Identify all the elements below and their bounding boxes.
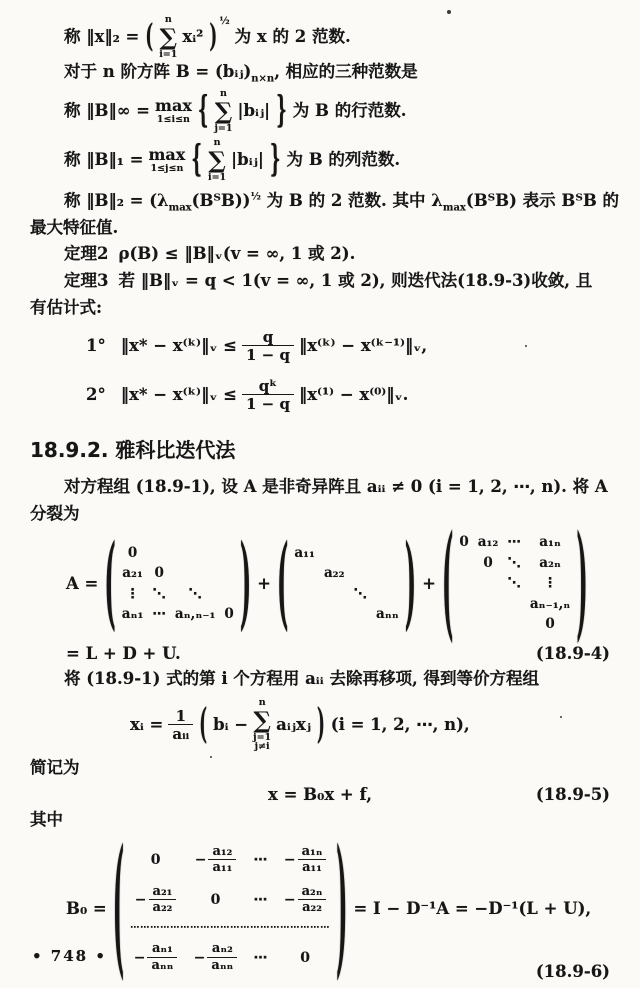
body-text: 其中 xyxy=(30,810,63,829)
matrix-D xyxy=(294,544,399,622)
max-operator xyxy=(148,144,186,174)
formula-text: = L + D + U. xyxy=(66,643,181,663)
summation xyxy=(208,138,226,182)
formula-text: xᵢ² xyxy=(182,27,204,47)
right-paren: ) xyxy=(209,18,218,55)
minus-sign: − xyxy=(283,892,296,908)
max-limit: 1≤j≤n xyxy=(150,162,184,174)
formula-text: 为 B 的 2 范数. 其中 λ xyxy=(260,191,443,210)
body-text: 对于 n 阶方阵 B = (bᵢⱼ) xyxy=(64,62,252,81)
matrix-cell: 0 xyxy=(459,534,469,551)
paragraph-divide-equation xyxy=(30,667,610,694)
max-operator xyxy=(155,95,192,125)
theorem-3-line xyxy=(30,269,610,296)
equation-18-9-4-continuation xyxy=(30,640,610,667)
sum-lower-limit: j=1 xyxy=(214,122,233,134)
matrix-cell xyxy=(284,845,327,876)
matrix-cell: ⋱ xyxy=(152,585,166,602)
right-paren: ) xyxy=(404,519,417,642)
minus-sign: − xyxy=(193,949,206,966)
body-text: , 相应的三种范数是 xyxy=(274,62,418,81)
matrix-cell: ⋱ xyxy=(188,585,202,602)
matrix-cell: aₙ,ₙ₋₁ xyxy=(174,606,216,622)
formula-text: A = xyxy=(66,574,99,594)
body-text: 对方程组 (18.9-1), 设 A 是非奇异阵且 aᵢᵢ ≠ 0 (i = 1, 2, ⋯, n). 将 A xyxy=(64,477,608,496)
numerator: a₁₂ xyxy=(212,844,233,860)
matrix-cell: a₂₁ xyxy=(122,565,143,581)
matrix-cell: aₙ₋₁,ₙ xyxy=(529,595,571,612)
formula-text: ‖x⁽ᵏ⁾ − x⁽ᵏ⁻¹⁾‖ᵥ, xyxy=(298,336,428,356)
fraction xyxy=(207,942,237,973)
matrix-cell: a₁₁ xyxy=(294,544,315,561)
matrix-cell xyxy=(284,885,327,916)
sigma-icon: ∑ xyxy=(208,146,226,174)
subscript: n×n xyxy=(251,73,275,85)
numerator: aₙ₂ xyxy=(211,941,233,957)
formula-text: 为 x 的 2 范数. xyxy=(234,27,351,47)
fraction xyxy=(298,885,327,916)
formula-text: (BᵀB) 表示 BᵀB 的 xyxy=(465,191,620,210)
left-brace: { xyxy=(191,138,202,180)
sigma-icon: ∑ xyxy=(214,97,233,125)
plus-sign: + xyxy=(422,574,436,594)
matrix-cell: 0 xyxy=(127,544,138,561)
sigma-icon: ∑ xyxy=(253,706,271,734)
max-text: max xyxy=(155,95,192,115)
left-paren: ( xyxy=(199,700,208,748)
scan-speck xyxy=(525,345,527,347)
fraction xyxy=(208,845,236,876)
matrix-cell xyxy=(195,845,237,876)
denominator: a₂₂ xyxy=(149,899,177,915)
summation xyxy=(253,698,271,752)
max-text: max xyxy=(148,144,186,164)
sum-upper-limit: n xyxy=(220,88,227,99)
fraction xyxy=(298,845,327,876)
page-number-footer xyxy=(32,946,107,968)
matrix-cell: ⋯ xyxy=(253,852,268,869)
scan-speck xyxy=(210,756,212,758)
right-brace: } xyxy=(276,89,287,131)
fraction xyxy=(168,708,193,743)
fraction xyxy=(147,942,177,973)
page-number: • 748 • xyxy=(32,947,107,966)
item-label: 1° xyxy=(86,336,106,356)
left-paren: ( xyxy=(441,503,454,655)
matrix-cell: ⋱ xyxy=(353,585,368,602)
paragraph-split-a xyxy=(30,475,610,502)
body-text: 分裂为 xyxy=(30,504,80,523)
matrix-cell: ⋯ xyxy=(253,892,268,908)
right-paren: ) xyxy=(239,519,252,642)
theorem-3-line-2 xyxy=(30,296,610,322)
right-paren: ) xyxy=(576,503,588,655)
matrix-cell: ⋮ xyxy=(125,585,140,602)
exponent: ½ xyxy=(219,16,230,27)
left-paren: ( xyxy=(277,519,289,642)
matrix-U xyxy=(459,536,570,632)
theorem-2-line xyxy=(30,242,610,269)
formula-text: = I − D⁻¹A = −D⁻¹(L + U), xyxy=(353,899,592,919)
fraction xyxy=(242,329,294,364)
estimate-2-formula xyxy=(30,370,610,420)
denominator: 1 − q xyxy=(242,345,294,364)
theorem-body: 若 ‖B‖ᵥ = q < 1(v = ∞, 1 或 2), 则迭代法(18.9-3)收敛, 且 xyxy=(118,271,593,290)
matrix-cell: ⋱ xyxy=(507,575,521,592)
formula-text: aᵢⱼxⱼ xyxy=(276,715,311,735)
matrix-cell: ⋮ xyxy=(543,575,557,592)
jacobi-component-equation xyxy=(30,694,610,756)
estimate-1-formula xyxy=(30,322,610,370)
matrix-cell: a₂ₙ xyxy=(539,554,561,571)
left-brace: { xyxy=(197,89,209,131)
matrix-cell: aₙₙ xyxy=(376,606,399,622)
spectral-norm-line-2 xyxy=(30,216,610,242)
denominator: a₁₁ xyxy=(298,859,326,875)
matrix-norms-intro-line xyxy=(30,60,610,87)
column-norm-formula xyxy=(30,135,610,185)
numerator: 1 xyxy=(175,706,187,725)
sum-lower-limit: j=1 xyxy=(253,731,272,743)
theorem-body: ρ(B) ≤ ‖B‖ᵥ(v = ∞, 1 或 2). xyxy=(118,244,356,263)
summation xyxy=(159,15,177,59)
numerator: a₂₁ xyxy=(152,883,173,899)
matrix-cell: ⋱ xyxy=(507,554,521,571)
matrix-cell: 0 xyxy=(210,892,221,908)
matrix-cell xyxy=(135,885,177,916)
formula-text: ‖x* − x⁽ᵏ⁾‖ᵥ ≤ xyxy=(120,385,237,405)
numerator: a₁ₙ xyxy=(301,844,323,860)
fraction xyxy=(149,885,177,916)
summation xyxy=(214,89,232,133)
matrix-cell: a₂₂ xyxy=(323,565,345,581)
heading-text: 18.9.2. 雅科比迭代法 xyxy=(30,438,236,462)
sum-upper-limit: n xyxy=(164,14,172,25)
denominator: aₙₙ xyxy=(207,957,237,973)
fraction xyxy=(242,378,294,413)
plus-sign: + xyxy=(257,574,271,594)
numerator: aₙ₁ xyxy=(151,941,173,957)
matrix-L xyxy=(121,544,234,622)
matrix-cell: 0 xyxy=(300,949,311,966)
formula-text: |bᵢⱼ| xyxy=(231,150,264,170)
body-text: 最大特征值. xyxy=(30,218,119,237)
scan-speck xyxy=(560,716,562,718)
right-paren: ) xyxy=(316,700,325,748)
denominator: aₙₙ xyxy=(147,957,177,973)
minus-sign: − xyxy=(194,852,207,869)
scan-speck xyxy=(447,10,451,14)
sum-upper-limit: n xyxy=(213,137,221,148)
subscript: max xyxy=(442,202,466,214)
max-limit: 1≤i≤n xyxy=(156,113,190,125)
matrix-cell: 0 xyxy=(224,606,234,622)
sum-lower-limit: i=1 xyxy=(207,171,227,183)
sum-upper-limit: n xyxy=(258,697,266,709)
formula-text: 为 B 的列范数. xyxy=(286,150,401,170)
matrix-cell: ⋯ xyxy=(253,949,268,966)
matrix-cell: a₁ₙ xyxy=(539,534,561,551)
denominator: a₁₁ xyxy=(208,859,236,875)
sum-lower-limit: i=1 xyxy=(159,48,178,60)
minus-sign: − xyxy=(134,892,147,908)
body-text: 简记为 xyxy=(30,758,80,777)
denominator: aᵢᵢ xyxy=(168,724,193,743)
matrix-cell xyxy=(134,942,178,973)
formula-text: 为 B 的行范数. xyxy=(292,101,407,121)
subscript: max xyxy=(168,202,192,214)
jianjiwei-line xyxy=(30,756,610,782)
numerator: a₂ₙ xyxy=(301,883,323,899)
theorem-label: 定理3 xyxy=(64,271,109,290)
matrix-cell xyxy=(194,942,238,973)
minus-sign: − xyxy=(133,949,146,966)
formula-text: 称 ‖B‖₁ = xyxy=(64,150,144,170)
left-paren: ( xyxy=(145,18,154,55)
section-heading xyxy=(30,436,610,465)
matrix-cell: ⋯ xyxy=(152,606,166,622)
formula-text: 称 ‖B‖∞ = xyxy=(64,101,151,121)
left-paren: ( xyxy=(112,811,125,988)
formula-text: bᵢ − xyxy=(213,715,249,735)
matrix-cell: 0 xyxy=(154,565,164,581)
matrix-cell: aₙ₁ xyxy=(121,606,144,622)
paragraph-split-b xyxy=(30,502,610,528)
exponent: ½ xyxy=(250,191,261,203)
formula-vector-2norm xyxy=(30,14,610,60)
minus-sign: − xyxy=(283,852,296,869)
matrix-cell: ⋯ xyxy=(507,534,521,551)
formula-text: 称 ‖x‖₂ = xyxy=(64,27,140,47)
matrix-cell: 0 xyxy=(545,616,555,633)
formula-text: xᵢ = xyxy=(130,715,164,735)
denominator: a₂₂ xyxy=(298,899,326,915)
formula-text: (BᵀB)) xyxy=(191,191,251,210)
formula-text: B₀ = xyxy=(66,899,107,919)
spectral-norm-line xyxy=(30,189,620,216)
numerator: qᵏ xyxy=(258,376,278,395)
body-text: 有估计式: xyxy=(30,298,103,317)
formula-text: x = B₀x + f, xyxy=(268,785,372,805)
body-text: 将 (18.9-1) 式的第 i 个方程用 aᵢᵢ 去除再移项, 得到等价方程组 xyxy=(64,669,539,688)
left-paren: ( xyxy=(104,519,116,642)
formula-text: (i = 1, 2, ⋯, n), xyxy=(330,715,470,735)
right-paren: ) xyxy=(336,811,348,988)
sum-lower-limit-2: j≠i xyxy=(254,741,270,753)
sigma-icon: ∑ xyxy=(159,23,177,51)
matrix-B0 xyxy=(130,845,330,973)
formula-text: ‖x⁽¹⁾ − x⁽⁰⁾‖ᵥ. xyxy=(298,385,409,405)
equation-number: (18.9-5) xyxy=(535,785,610,805)
equation-number: (18.9-4) xyxy=(535,643,610,663)
dotted-divider: ⋯⋯⋯⋯⋯⋯⋯⋯⋯⋯⋯⋯⋯⋯⋯⋯⋯⋯⋯⋯ xyxy=(130,924,331,934)
matrix-cell: a₁₂ xyxy=(477,534,499,551)
theorem-label: 定理2 xyxy=(64,244,109,263)
row-norm-formula xyxy=(30,87,610,135)
matrix-cell: 0 xyxy=(150,852,161,869)
formula-text: 称 ‖B‖₂ = (λ xyxy=(64,191,169,210)
matrix-cell: 0 xyxy=(483,554,493,571)
numerator: q xyxy=(262,327,274,346)
formula-text: |bᵢⱼ| xyxy=(237,101,271,121)
right-brace: } xyxy=(269,138,281,180)
formula-text: ‖x* − x⁽ᵏ⁾‖ᵥ ≤ xyxy=(120,336,237,356)
item-label: 2° xyxy=(86,385,106,405)
denominator: 1 − q xyxy=(242,394,294,413)
equation-number: (18.9-6) xyxy=(535,962,610,982)
